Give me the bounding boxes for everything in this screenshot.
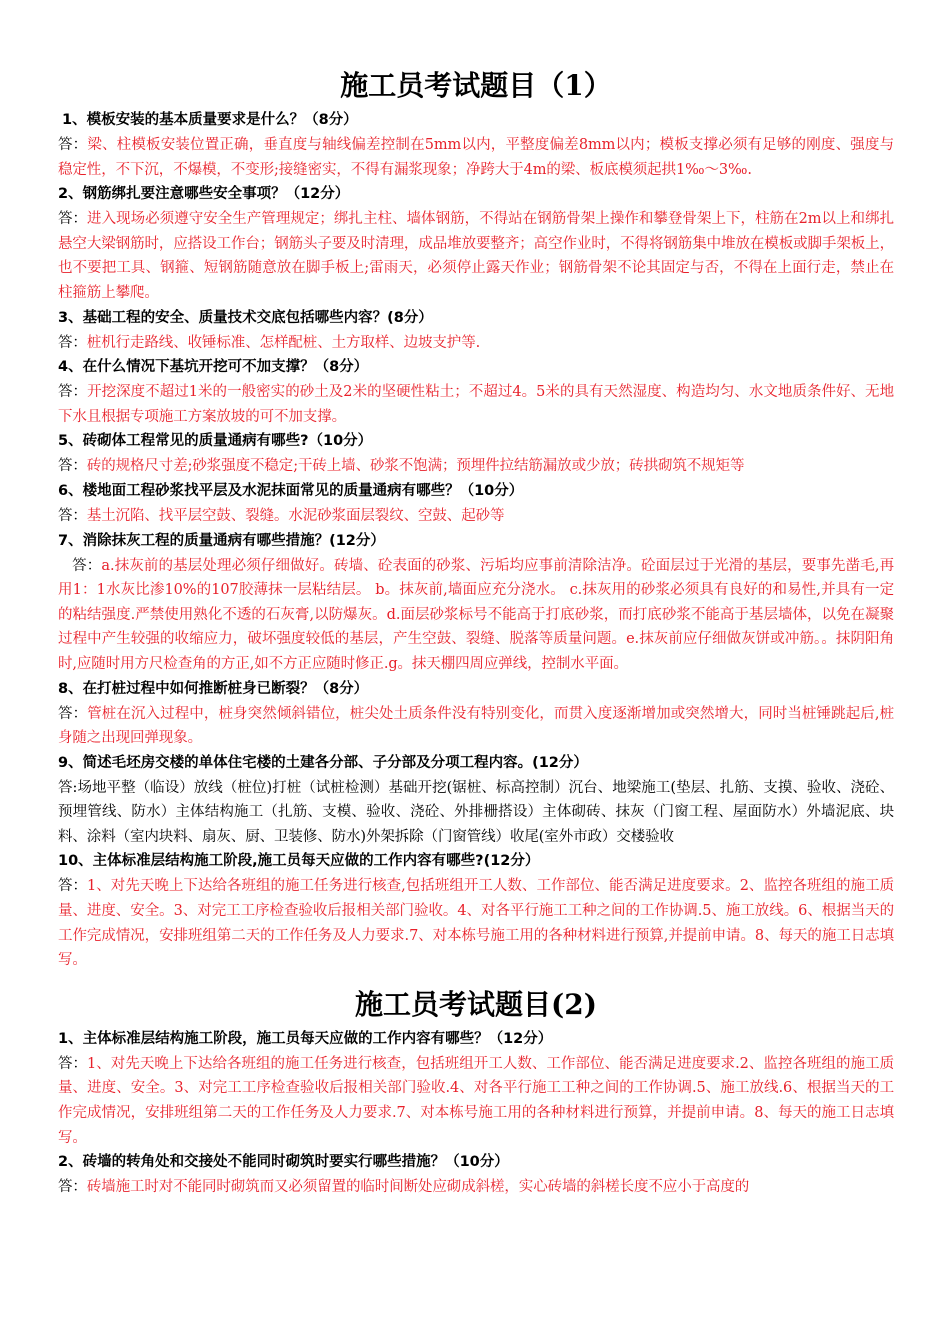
answer-label: 答： [58,137,88,153]
answer-text: 梁、柱模板安装位置正确，垂直度与轴线偏差控制在5mm以内，平整度偏差8mm以内；模板支撑必须有足够的刚度、强度与稳定性，不下沉，不爆模，不变形;接缝密实，不得有漏浆现象；净跨大于4m的梁、板底模须起拱1‰～3‰. [58,137,894,178]
answer-text: 桩机行走路线、收锤标准、怎样配桩、土方取样、边坡支护等. [86,334,481,351]
question-text: 6、楼地面工程砂浆找平层及水泥抹面常见的质量通病有哪些？（10分） [58,482,524,499]
section-title-2: 施工员考试题目(2) [355,987,597,1021]
answer-label: 答： [58,458,87,475]
answer-block [58,504,894,529]
qa-item-10 [58,851,894,972]
answer-label: 答： [58,878,88,895]
answer-label: 答： [58,1179,87,1196]
qa-item-8 [58,679,894,751]
answer-block [58,207,894,305]
answer-block [58,554,894,677]
answer-block [58,702,894,751]
question-text: 2、钢筋绑扎要注意哪些安全事项？（12分） [58,186,350,203]
answer-label: 答： [58,384,88,401]
question-text: 10、主体标准层结构施工阶段,施工员每天应做的工作内容有哪些?(12分） [58,853,540,870]
question-text: 9、简述毛坯房交楼的单体住宅楼的土建各分部、子分部及分项工程内容。(12分） [58,754,588,771]
qa-item-2 [58,184,894,305]
answer-text: 砖的规格尺寸差;砂浆强度不稳定;干砖上墙、砂浆不饱满；预埋件拉结筋漏放或少放；砖拱砌筑不规矩等 [86,458,745,475]
question-text: 1、模板安装的基本质量要求是什么？（8分） [62,112,358,128]
qa-item-9 [58,753,894,850]
qa-item-2-2 [58,1152,894,1200]
answer-block [58,454,894,479]
answer-text: 基土沉陷、找平层空鼓、裂缝。水泥砂浆面层裂纹、空鼓、起砂等 [86,507,505,524]
question-text: 3、基础工程的安全、质量技术交底包括哪些内容？(8分） [58,309,433,326]
answer-block [58,331,894,356]
answer-block [58,1052,894,1150]
answer-block [58,776,894,850]
answer-text: 场地平整（临设）放线（桩位)打桩（试桩检测）基础开挖(锯桩、标高控制）沉台、地梁施工(垫层、扎筋、支摸、验收、浇砼、预埋管线、防水）主体结构施工（扎筋、支模、验收、浇砼、外排栅搭设）主体砌砖、抹灰（门窗工程、屋面防水）外墙泥底、块料、涂料（室内块料、扇灰、厨、卫装修、防水)外架拆除（门窗管线）收尾(室外市政）交楼验收 [58,779,894,845]
answer-text: 1、对先天晚上下达给各班组的施工任务进行核查，包括班组开工人数、工作部位、能否满足进度要求.2、监控各班组的施工质量、进度、安全。3、对完工工序检查验收后报相关部门验收.4、对各平行施工工种之间的工作协调.5、施工放线.6、根据当天的工作完成情况，安排班组第二天的工作任务及人力要求.7、对本栋号施工用的各种材料进行预算，并提前申请。8、每天的施工日志填写。 [58,1055,894,1146]
answer-block [58,874,894,972]
answer-text: 砖墙施工时对不能同时砌筑而又必须留置的临时间断处应砌成斜槎，实心砖墙的斜槎长度不应小于高度的 [86,1179,750,1196]
answer-label: 答： [58,334,87,351]
qa-item-3 [58,308,894,356]
section-title-1: 施工员考试题目（1） [340,69,612,102]
qa-item-6 [58,481,894,529]
answer-text: 开挖深度不超过1米的一般密实的砂土及2米的坚硬性粘土；不超过4。5米的具有天然湿度、构造均匀、水文地质条件好、无地下水且根据专项施工方案放坡的可不加支撑。 [58,384,894,425]
question-text: 5、砖砌体工程常见的质量通病有哪些?（10分） [58,433,373,450]
qa-item-5 [58,431,894,479]
answer-label: 答： [58,1055,88,1072]
answer-label: 答: [58,779,78,796]
answer-text: 进入现场必须遵守安全生产管理规定；绑扎主柱、墙体钢筋，不得站在钢筋骨架上操作和攀登骨架上下，柱筋在2m以上和绑扎悬空大梁钢筋时，应搭设工作台；钢筋头子要及时清理，成品堆放要整齐；高空作业时，不得将钢筋集中堆放在模板或脚手架板上，也不要把工具、钢箍、短钢筋随意放在脚手板上;雷雨天，必须停止露天作业；钢筋骨架不论其固定与否，不得在上面行走，禁止在柱箍筋上攀爬。 [58,211,894,301]
qa-item-2-1 [58,1029,894,1150]
answer-label: 答： [58,557,102,574]
qa-item-1 [58,110,894,182]
question-text: 4、在什么情况下基坑开挖可不加支撑？（8分） [58,359,369,376]
answer-label: 答： [58,211,88,228]
answer-text: 管桩在沉入过程中，桩身突然倾斜错位，桩尖处土质条件没有特别变化，而贯入度逐渐增加或突然增大，同时当桩锤跳起后,桩身随之出现回弹现象。 [58,705,894,747]
question-text: 8、在打桩过程中如何推断桩身已断裂？（8分） [58,680,369,697]
document-page [58,0,894,1201]
question-text: 2、砖墙的转角处和交接处不能同时砌筑时要实行哪些措施？（10分） [58,1154,509,1171]
question-text: 1、主体标准层结构施工阶段，施工员每天应做的工作内容有哪些？（12分） [58,1030,553,1047]
answer-text: 1、对先天晚上下达给各班组的施工任务进行核查,包括班组开工人数、工作部位、能否满足进度要求。2、监控各班组的施工质量、进度、安全。3、对完工工序检查验收后报相关部门验收。4、对各平行施工工种之间的工作协调.5、施工放线。6、根据当天的工作完成情况，安排班组第二天的工作任务及人力要求.7、对本栋号施工用的各种材料进行预算,并提前申请。8、每天的施工日志填写。 [58,878,894,969]
qa-item-7 [58,531,894,677]
answer-block [58,380,894,429]
answer-block [58,1175,894,1200]
answer-text: a.抹灰前的基层处理必须仔细做好。砖墙、砼表面的砂浆、污垢均应事前清除洁净。砼面层过于光滑的基层，要事先凿毛,再用1：1水灰比渗10%的107胶薄抹一层粘结层。 b。抹灰前,墙面应充分浇水。 c.抹灰用的砂浆必须具有良好的和易性,并具有一定的粘结强度.严禁使用熟化不透的石灰膏,以防爆灰。d.面层砂浆标号不能高于打底砂浆，而打底砂浆不能高于基层墙体，以免在凝聚过程中产生较强的收缩应力，破坏强度较低的基层，产生空鼓、裂缝、脱落等质量问题。e.抹灰前应仔细做灰饼或冲筋。。抹阴阳角时,应随时用方尺检查角的方正,如不方正应随时修正.g。抹天棚四周应弹线，控制水平面。 [58,557,894,672]
answer-block [58,133,894,182]
question-text: 7、消除抹灰工程的质量通病有哪些措施？(12分） [58,532,385,549]
answer-label: 答： [58,507,87,524]
answer-label: 答： [58,705,88,722]
qa-item-4 [58,357,894,429]
